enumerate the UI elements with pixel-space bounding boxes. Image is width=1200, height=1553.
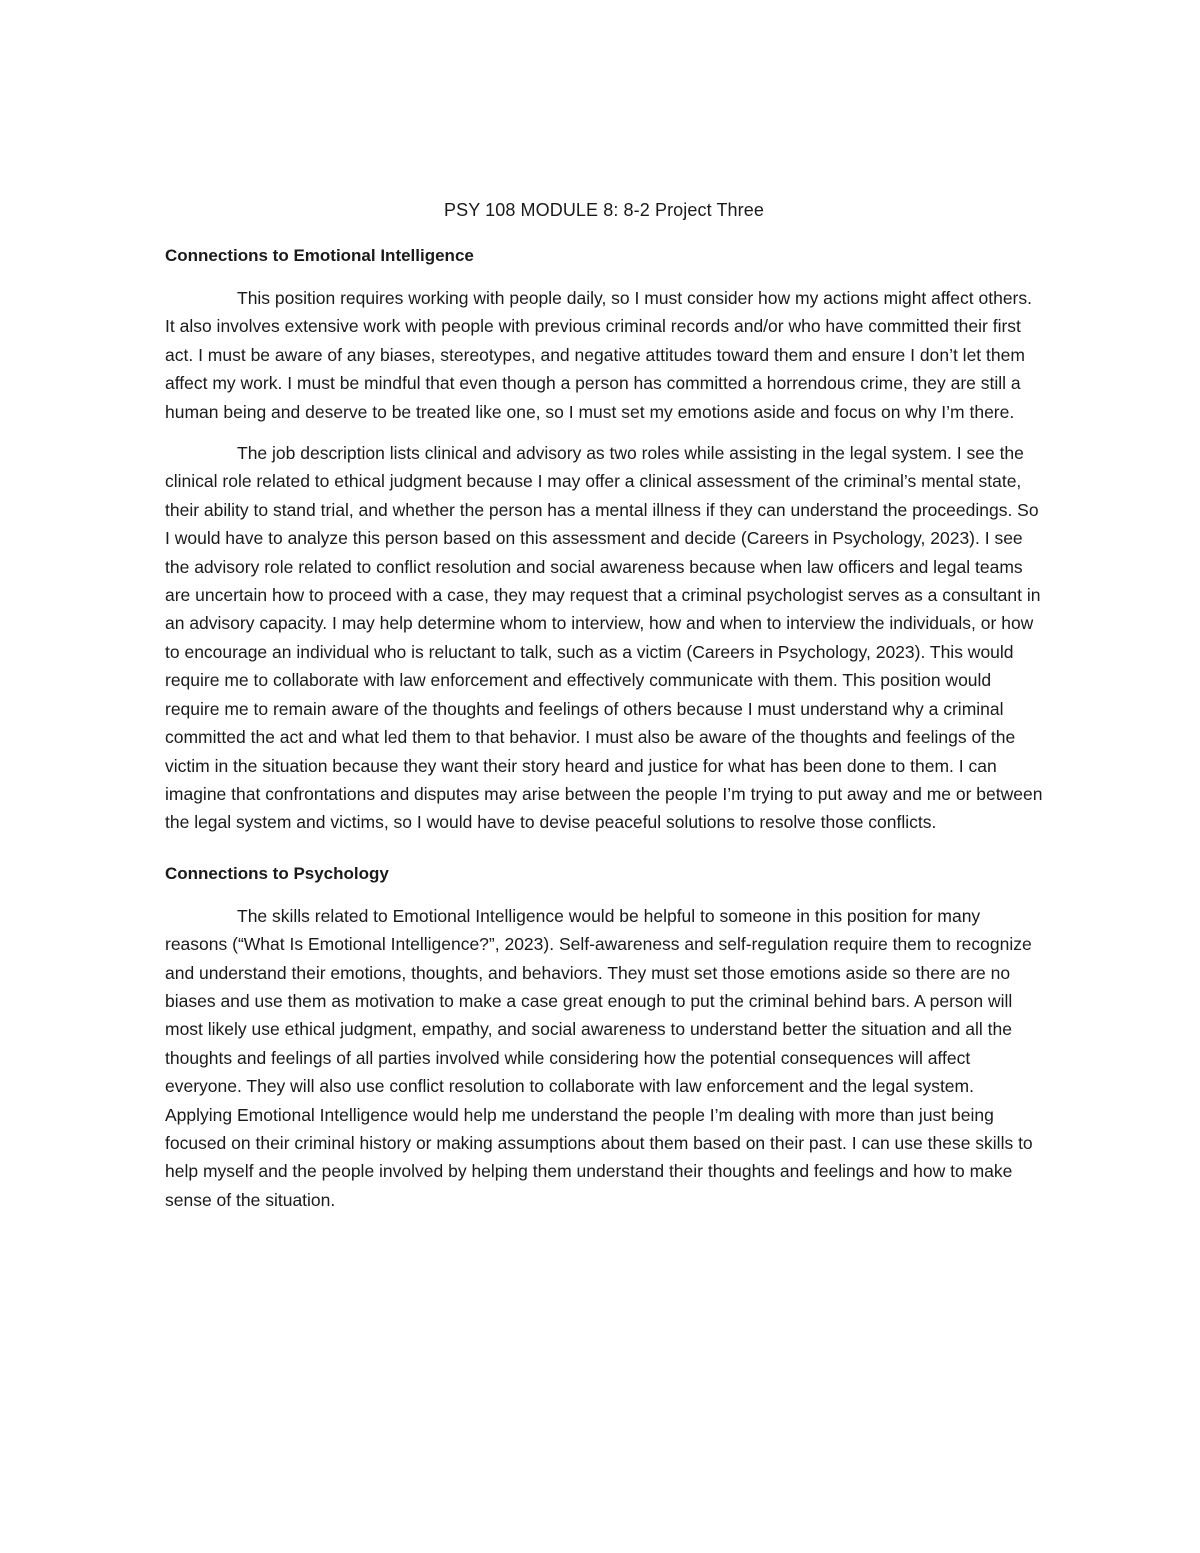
paragraph: The skills related to Emotional Intelligence would be helpful to someone in this position for many reasons (“What Is Emotional Intelligence?”, 2023). Self-awareness and self-regulation require them to recognize and understand their emotions, thoughts, and behaviors. They must set those emotions aside so there are no biases and use them as motivation to make a case great enough to put the criminal behind bars. A person will most likely use ethical judgment, empathy, and social awareness to understand better the situation and all the thoughts and feelings of all parties involved while considering how the potential consequences will affect everyone. They will also use conflict resolution to collaborate with law enforcement and the legal system. Applying Emotional Intelligence would help me understand the people I’m dealing with more than just being focused on their criminal history or making assumptions about them based on their past. I can use these skills to help myself and the people involved by helping them understand their thoughts and feelings and how to make sense of the situation.	[165, 905, 1033, 1210]
paragraph: The job description lists clinical and advisory as two roles while assisting in the legal system. I see the clinical role related to ethical judgment because I may offer a clinical assessment of the criminal’s mental state, their ability to stand trial, and whether the person has a mental illness if they can understand the proceedings. So I would have to analyze this person based on this assessment and decide (Careers in Psychology, 2023). I see the advisory role related to conflict resolution and social awareness because when law officers and legal teams are uncertain how to proceed with a case, they may request that a criminal psychologist serves as a consultant in an advisory capacity. I may help determine whom to interview, how and when to interview the individuals, or how to encourage an individual who is reluctant to talk, such as a victim (Careers in Psychology, 2023). This would require me to collaborate with law enforcement and effectively communicate with them. This position would require me to remain aware of the thoughts and feelings of others because I must understand why a criminal committed the act and what led them to that behavior. I must also be aware of the thoughts and feelings of the victim in the situation because they want their story heard and justice for what has been done to them. I can imagine that confrontations and disputes may arise between the people I’m trying to put away and me or between the legal system and victims, so I would have to devise peaceful solutions to resolve those conflicts.	[165, 443, 1043, 833]
section-heading-emotional-intelligence: Connections to Emotional Intelligence	[165, 246, 474, 265]
section-spacer	[165, 850, 1043, 860]
section-heading-psychology: Connections to Psychology	[165, 863, 389, 883]
document-body	[165, 196, 1043, 1227]
document-title: PSY 108 MODULE 8: 8-2 Project Three	[444, 200, 764, 220]
paragraph: This position requires working with people daily, so I must consider how my actions might affect others. It also involves extensive work with people with previous criminal records and/or who have committed their first act. I must be aware of any biases, stereotypes, and negative attitudes toward them and ensure I don’t let them affect my work. I must be mindful that even though a person has committed a horrendous crime, they are still a human being and deserve to be treated like one, so I must set my emotions aside and focus on why I’m there.	[165, 288, 1032, 422]
